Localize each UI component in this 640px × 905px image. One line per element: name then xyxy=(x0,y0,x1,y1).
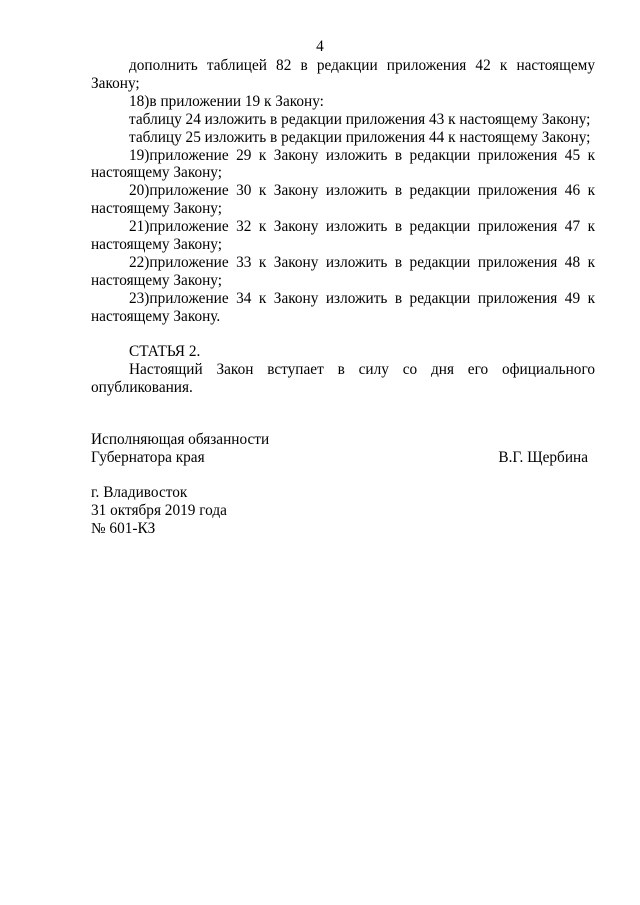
amendment-item: 20)приложение 30 к Закону изложить в редакции приложения 46 к настоящему Закону; xyxy=(91,182,595,218)
signatory-title: Губернатора края xyxy=(91,448,205,466)
amendment-item: дополнить таблицей 82 в редакции приложения 42 к настоящему Закону; xyxy=(91,57,595,92)
amendment-item: 18)в приложении 19 к Закону: xyxy=(129,92,324,110)
law-number: № 601-КЗ xyxy=(91,519,156,537)
city: г. Владивосток xyxy=(91,484,188,501)
document-body xyxy=(91,57,595,397)
amendment-item: 19)приложение 29 к Закону изложить в редакции приложения 45 к настоящему Закону; xyxy=(91,146,595,182)
page-number: 4 xyxy=(316,38,324,55)
amendment-item: таблицу 25 изложить в редакции приложения 44 к настоящему Закону; xyxy=(129,128,591,146)
amendment-item: 22)приложение 33 к Закону изложить в редакции приложения 48 к настоящему Закону; xyxy=(91,253,595,289)
article-heading: СТАТЬЯ 2. xyxy=(129,343,201,361)
article-text: Настоящий Закон вступает в силу со дня его официального опубликования. xyxy=(91,361,595,397)
signature-block xyxy=(91,431,588,467)
place-date-block xyxy=(91,484,391,538)
amendment-item: 23)приложение 34 к Закону изложить в редакции приложения 49 к настоящему Закону. xyxy=(91,289,595,325)
signatory-name: В.Г. Щербина xyxy=(498,448,588,466)
spacer xyxy=(91,326,595,344)
amendment-item: таблицу 24 изложить в редакции приложения 43 к настоящему Закону; xyxy=(129,110,591,128)
signatory-title: Исполняющая обязанности xyxy=(91,431,270,448)
amendment-item: 21)приложение 32 к Закону изложить в редакции приложения 47 к настоящему Закону; xyxy=(91,218,595,254)
date: 31 октября 2019 года xyxy=(91,501,227,519)
